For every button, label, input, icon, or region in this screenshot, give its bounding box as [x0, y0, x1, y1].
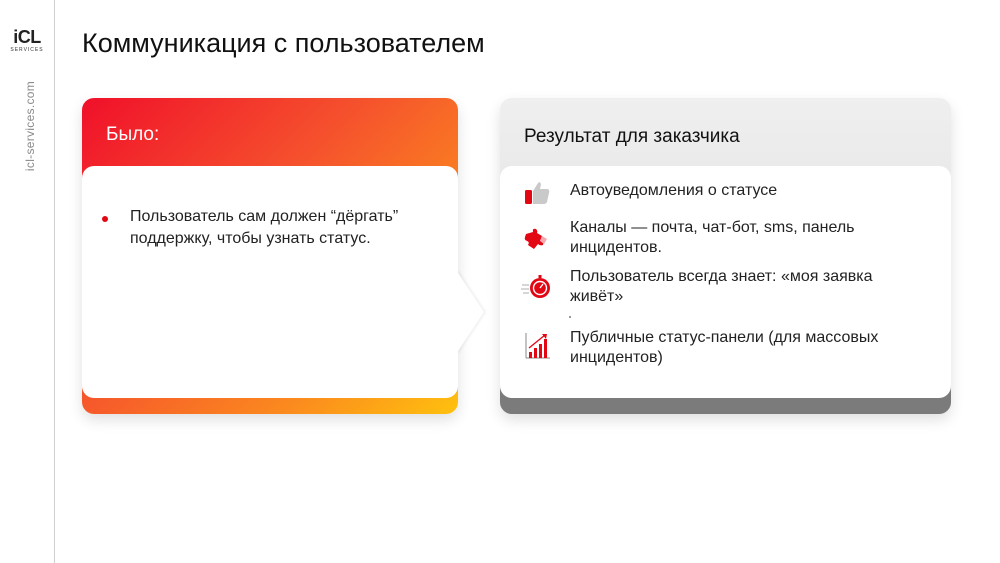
result-item: Автоуведомления о статусе [570, 182, 778, 199]
result-card [500, 98, 951, 414]
before-card [82, 98, 458, 414]
before-card-body [82, 166, 458, 398]
separator-dot [569, 316, 571, 318]
puzzle-icon [520, 224, 554, 254]
before-card-header: Было: [106, 124, 160, 145]
result-item: Публичные статус-панели (для массовых инцидентов) [570, 329, 879, 366]
slide-title: Коммуникация с пользователем [82, 28, 485, 58]
bullet-marker [102, 216, 108, 222]
transition-arrow [456, 270, 484, 354]
stopwatch-icon [520, 272, 554, 302]
result-item: Каналы — почта, чат-бот, sms, панель инцидентов. [570, 219, 855, 256]
company-logo [9, 28, 45, 53]
result-item: Пользователь всегда знает: «моя заявка живёт» [570, 268, 873, 305]
left-rail-divider [54, 0, 55, 563]
result-card-header: Результат для заказчика [524, 126, 740, 147]
growth-chart-icon [520, 331, 554, 361]
logo-wordmark: iCL [13, 27, 41, 47]
result-card-body [500, 166, 951, 398]
website-label: icl-services.com [23, 80, 37, 172]
logo-subtitle: SERVICES [10, 47, 44, 53]
thumbs-up-icon [520, 178, 554, 208]
before-bullet-text: Пользователь сам должен “дёргать” поддержку, чтобы узнать статус. [130, 208, 399, 247]
